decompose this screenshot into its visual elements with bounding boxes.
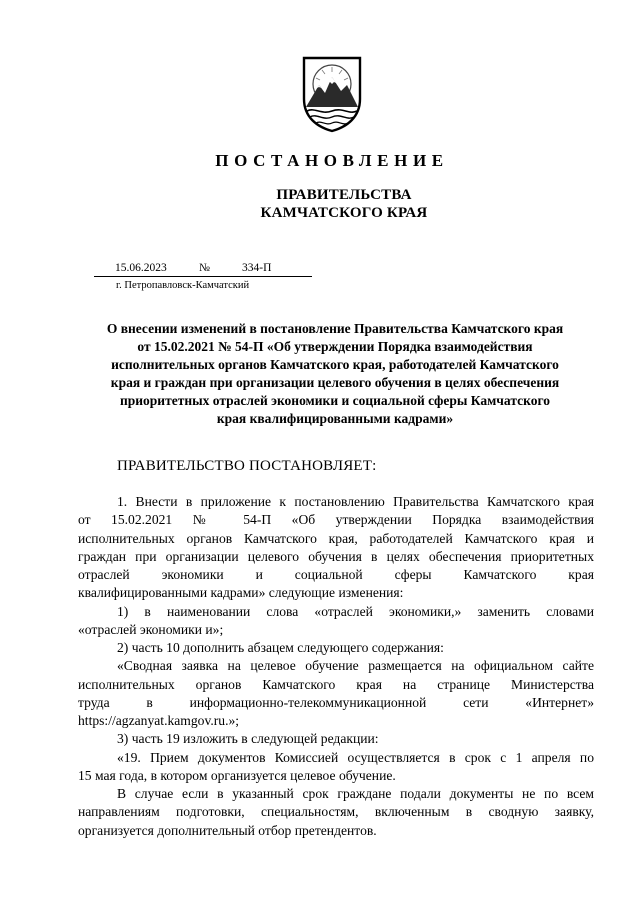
decree-statement: ПРАВИТЕЛЬСТВО ПОСТАНОВЛЯЕТ: xyxy=(117,458,377,474)
body-line: https://agzanyat.kamgov.ru.»; xyxy=(78,713,240,728)
body-line: организуется дополнительный отбор претендентов. xyxy=(78,822,377,838)
body-line: 2) часть 10 дополнить абзацем следующего содержания: xyxy=(117,640,444,655)
issuer-line-1: ПРАВИТЕЛЬСТВА xyxy=(276,187,412,203)
body-line: от 15.02.2021 № 54-П «Об утверждении Порядка взаимодействия xyxy=(78,512,594,528)
date-number-line xyxy=(94,262,312,277)
title-line: О внесении изменений в постановление Правительства Камчатского края xyxy=(106,321,564,336)
document-date: 15.06.2023 xyxy=(115,262,167,274)
coat-of-arms-emblem xyxy=(301,55,363,133)
body-line: труда в информационно-телекоммуникационной сети «Интернет» xyxy=(78,694,594,710)
number-sign: № xyxy=(199,262,210,274)
body-line: граждан при организации целевого обучения в целях обеспечения приоритетных xyxy=(78,548,594,564)
body-line: «отраслей экономики и»; xyxy=(78,621,224,637)
body-line: «Сводная заявка на целевое обучение размещается на официальном сайте xyxy=(117,658,594,674)
body-line: отраслей экономики и социальной сферы Камчатского края xyxy=(78,567,594,582)
body-line: исполнительных органов Камчатского края, работодателей Камчатского края и xyxy=(78,530,594,546)
document-type-heading: ПОСТАНОВЛЕНИЕ xyxy=(215,151,449,170)
title-line: края квалифицированными кадрами» xyxy=(216,411,454,426)
title-line: исполнительных органов Камчатского края, работодателей Камчатского xyxy=(111,357,559,372)
document-title xyxy=(78,320,592,428)
body-line: «19. Прием документов Комиссией осуществляется в срок с 1 апреля по xyxy=(117,749,594,765)
title-line: края и граждан при организации целевого обучения в целях обеспечения xyxy=(110,375,560,390)
body-line: 1. Внести в приложение к постановлению Правительства Камчатского края xyxy=(117,494,594,509)
title-line: приоритетных отраслей экономики и социальной сферы Камчатского xyxy=(119,393,551,408)
body-line: 1) в наименовании слова «отраслей экономики,» заменить словами xyxy=(117,603,594,619)
body-line: В случае если в указанный срок граждане подали документы не по всем xyxy=(117,786,594,801)
document-number: 334-П xyxy=(242,262,272,274)
body-line: 15 мая года, в котором организуется целевое обучение. xyxy=(78,767,396,783)
body-line: квалифицированными кадрами» следующие изменения: xyxy=(78,585,404,601)
body-line: 3) часть 19 изложить в следующей редакции: xyxy=(117,731,379,747)
issuer-line-2: КАМЧАТСКОГО КРАЯ xyxy=(260,205,428,221)
city-name: г. Петропавловск-Камчатский xyxy=(116,280,250,291)
body-line: направлениям подготовки, специальностям, включенным в сводную заявку, xyxy=(78,804,594,820)
title-line: от 15.02.2021 № 54-П «Об утверждении Порядка взаимодействия xyxy=(137,339,533,354)
document-body xyxy=(78,493,594,840)
body-line: исполнительных органов Камчатского края на странице Министерства xyxy=(78,676,594,692)
